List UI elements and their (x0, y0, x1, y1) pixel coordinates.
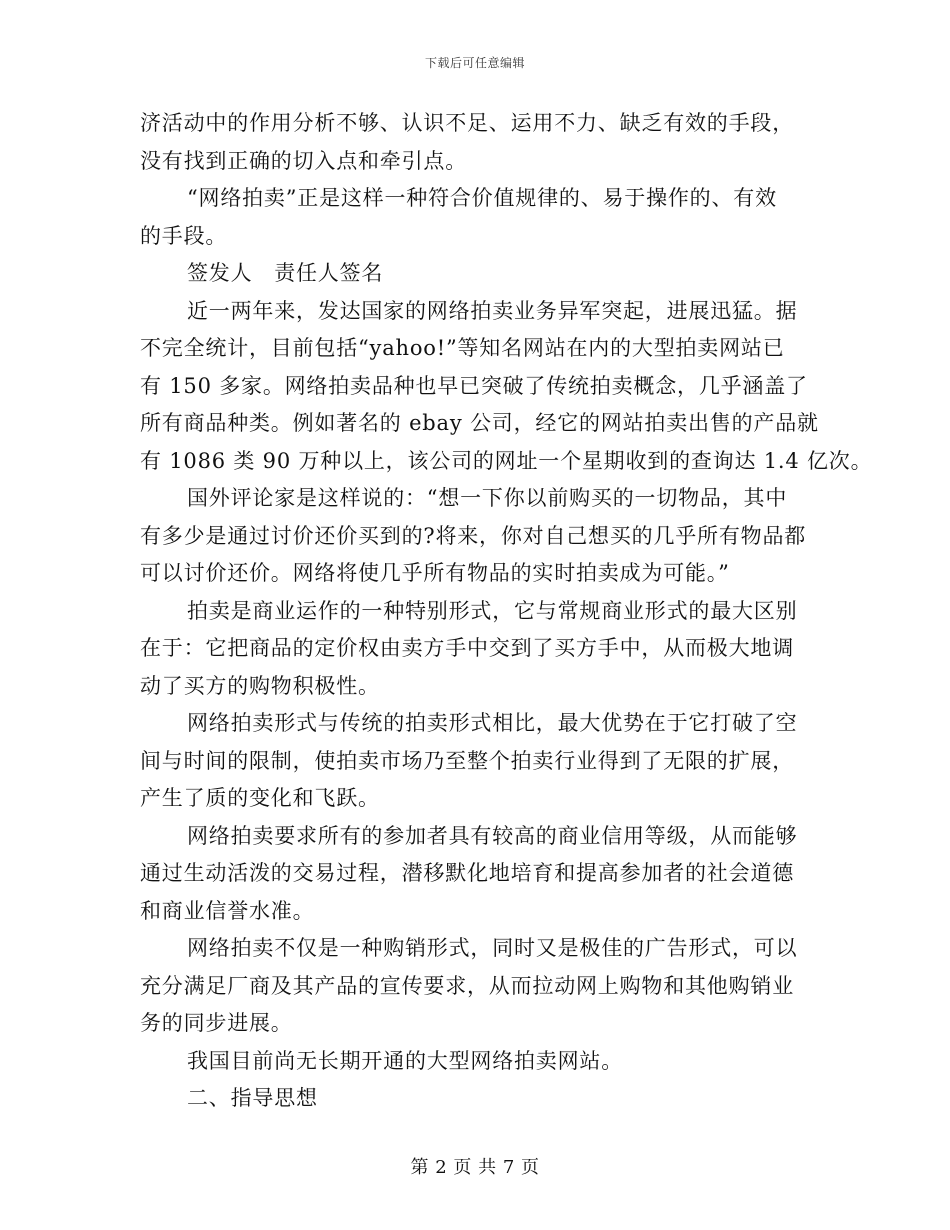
text-line: 我国目前尚无长期开通的大型网络拍卖网站。 (187, 1048, 623, 1073)
text-line: 网络拍卖要求所有的参加者具有较高的商业信用等级，从而能够 (187, 823, 798, 848)
text-line: “网络拍卖”正是这样一种符合价值规律的、易于操作的、有效 (187, 186, 777, 210)
text-line: 签发人 责任人签名 (187, 261, 384, 285)
page-header: 下载后可任意编辑 (424, 56, 525, 70)
page-number-footer: 第 2 页 共 7 页 (410, 1157, 540, 1178)
text-line: 网络拍卖形式与传统的拍卖形式相比，最大优势在于它打破了空 (187, 711, 798, 735)
body-text (140, 105, 873, 1118)
text-line: 可以讨价还价。网络将使几乎所有物品的实时拍卖成为可能。” (140, 561, 730, 585)
text-line: 产生了质的变化和飞跃。 (140, 786, 380, 810)
text-line: 和商业信誉水准。 (140, 898, 315, 923)
text-line: 动了买方的购物积极性。 (140, 673, 380, 698)
text-line: 济活动中的作用分析不够、认识不足、运用不力、缺乏有效的手段， (140, 111, 794, 135)
text-line: 在于：它把商品的定价权由卖方手中交到了买方手中，从而极大地调 (140, 636, 794, 660)
text-line: 所有商品种类。例如著名的 ebay 公司，经它的网站拍卖出售的产品就 (140, 411, 819, 435)
section-heading: 二、指导思想 (187, 1086, 318, 1110)
text-line: 国外评论家是这样说的：“想一下你以前购买的一切物品，其中 (187, 486, 788, 510)
text-line: 的手段。 (140, 223, 228, 248)
text-line: 网络拍卖不仅是一种购销形式，同时又是极佳的广告形式，可以 (187, 936, 798, 960)
text-line: 近一两年来，发达国家的网络拍卖业务异军突起，进展迅猛。据 (187, 298, 798, 323)
text-line: 不完全统计，目前包括“yahoo!”等知名网站在内的大型拍卖网站已 (140, 336, 785, 360)
text-line: 通过生动活泼的交易过程，潜移默化地培育和提高参加者的社会道德 (140, 861, 794, 885)
text-line: 有 150 多家。网络拍卖品种也早已突破了传统拍卖概念，几乎涵盖了 (140, 373, 808, 398)
text-line: 有 1086 类 90 万种以上，该公司的网址一个星期收到的查询达 1.4 亿次。 (140, 448, 873, 473)
text-line: 没有找到正确的切入点和牵引点。 (140, 148, 467, 173)
text-line: 拍卖是商业运作的一种特别形式，它与常规商业形式的最大区别 (187, 598, 798, 623)
text-line: 务的同步进展。 (140, 1011, 293, 1035)
text-line: 有多少是通过讨价还价买到的?将来，你对自己想买的几乎所有物品都 (140, 523, 807, 548)
text-line: 充分满足厂商及其产品的宣传要求，从而拉动网上购物和其他购销业 (140, 973, 794, 998)
text-line: 间与时间的限制，使拍卖市场乃至整个拍卖行业得到了无限的扩展， (140, 748, 794, 773)
